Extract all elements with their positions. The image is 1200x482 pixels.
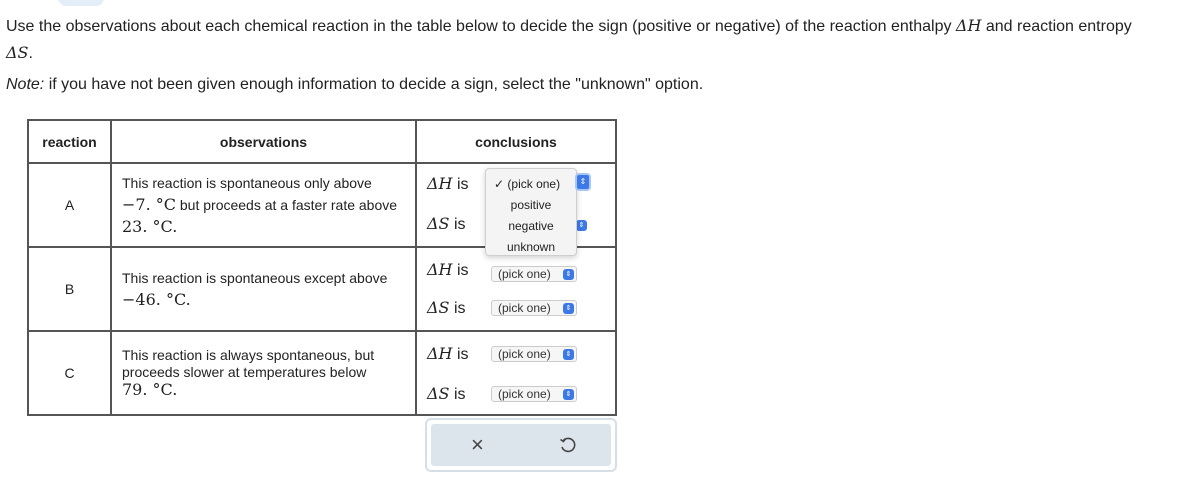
instructions-text: Use the observations about each chemical reaction in the table below to decide the sign (positive or negative) of the reaction enthalpy: [6, 18, 956, 35]
ds-select[interactable]: [491, 300, 577, 316]
obs-temp: −7. °C: [122, 195, 176, 214]
dh-row: [427, 344, 577, 364]
reaction-letter: B: [28, 247, 111, 331]
dropdown-option[interactable]: positive: [510, 198, 552, 212]
note: [6, 73, 703, 97]
delta-s-label: ΔS: [427, 298, 450, 317]
reaction-table: [27, 119, 617, 416]
obs-text: but proceeds at a faster rate above: [176, 197, 398, 213]
delta-h-symbol: ΔH: [955, 16, 982, 35]
ds-row: [427, 298, 577, 318]
action-bar-inner: [431, 424, 611, 466]
chevron-updown-icon: ⇕: [576, 220, 587, 231]
reaction-letter: A: [28, 163, 111, 247]
dropdown-option[interactable]: [486, 177, 576, 191]
conclusion-cell: [416, 247, 616, 331]
dh-row: [427, 258, 577, 282]
instructions-period: .: [28, 45, 33, 62]
action-bar: [425, 418, 617, 472]
conclusion-cell: [416, 331, 616, 415]
observation: [111, 331, 416, 415]
observation: [111, 247, 416, 331]
select-value: (pick one): [498, 387, 551, 401]
dropdown-option[interactable]: negative: [508, 219, 554, 233]
chevron-updown-icon: ⇕: [563, 349, 574, 360]
delta-s-symbol: ΔS: [6, 43, 29, 62]
is-label: is: [449, 300, 466, 317]
obs-temp: −46. °C.: [122, 290, 191, 309]
obs-text: This reaction is spontaneous only above: [122, 175, 372, 191]
is-label: is: [452, 176, 469, 193]
option-label: (pick one): [507, 177, 561, 191]
select-arrow-focused[interactable]: ⇕: [575, 173, 591, 191]
header-reaction: reaction: [28, 120, 111, 163]
chevron-updown-icon: ⇕: [563, 303, 574, 314]
reaction-letter: C: [28, 331, 111, 415]
top-tab: [58, 0, 104, 6]
ds-row: [427, 214, 491, 234]
ds-select[interactable]: [491, 386, 577, 402]
is-label: is: [449, 216, 466, 233]
table-row: [28, 331, 616, 415]
observation: [111, 163, 416, 247]
dh-select[interactable]: [491, 266, 577, 282]
note-text: if you have not been given enough information to decide a sign, select the "unknown" option.: [44, 76, 704, 93]
clear-button[interactable]: ×: [471, 432, 484, 457]
select-value: (pick one): [498, 347, 551, 361]
select-value: (pick one): [498, 267, 551, 281]
dh-row: [427, 174, 491, 194]
table-row: [28, 247, 616, 331]
is-label: is: [449, 386, 466, 403]
header-observations: observations: [111, 120, 416, 163]
note-label: Note:: [6, 76, 45, 93]
delta-s-label: ΔS: [427, 214, 450, 233]
header-conclusions: conclusions: [416, 120, 616, 163]
obs-text: This reaction is always spontaneous, but: [122, 347, 375, 363]
dropdown-menu: [485, 168, 577, 256]
delta-s-label: ΔS: [427, 384, 450, 403]
obs-temp: 79. °C.: [122, 380, 178, 399]
is-label: is: [452, 346, 469, 363]
is-label: is: [452, 262, 469, 279]
instructions: [6, 13, 1196, 67]
chevron-updown-icon: ⇕: [563, 269, 574, 280]
delta-h-label: ΔH: [427, 344, 453, 363]
obs-text: proceeds slower at temperatures below: [122, 364, 367, 380]
dh-select[interactable]: [491, 346, 577, 362]
obs-temp: 23. °C.: [122, 217, 178, 236]
delta-h-label: ΔH: [427, 174, 453, 193]
ds-row: [427, 384, 577, 404]
instructions-text-2: and reaction entropy: [981, 18, 1132, 35]
chevron-updown-icon: ⇕: [563, 389, 574, 400]
delta-h-label: ΔH: [427, 260, 453, 279]
dropdown-option[interactable]: unknown: [506, 240, 556, 254]
obs-text: This reaction is spontaneous except above: [122, 270, 388, 286]
checkmark-icon: ✓: [494, 177, 505, 191]
select-value: (pick one): [498, 301, 551, 315]
undo-icon[interactable]: [559, 436, 577, 459]
